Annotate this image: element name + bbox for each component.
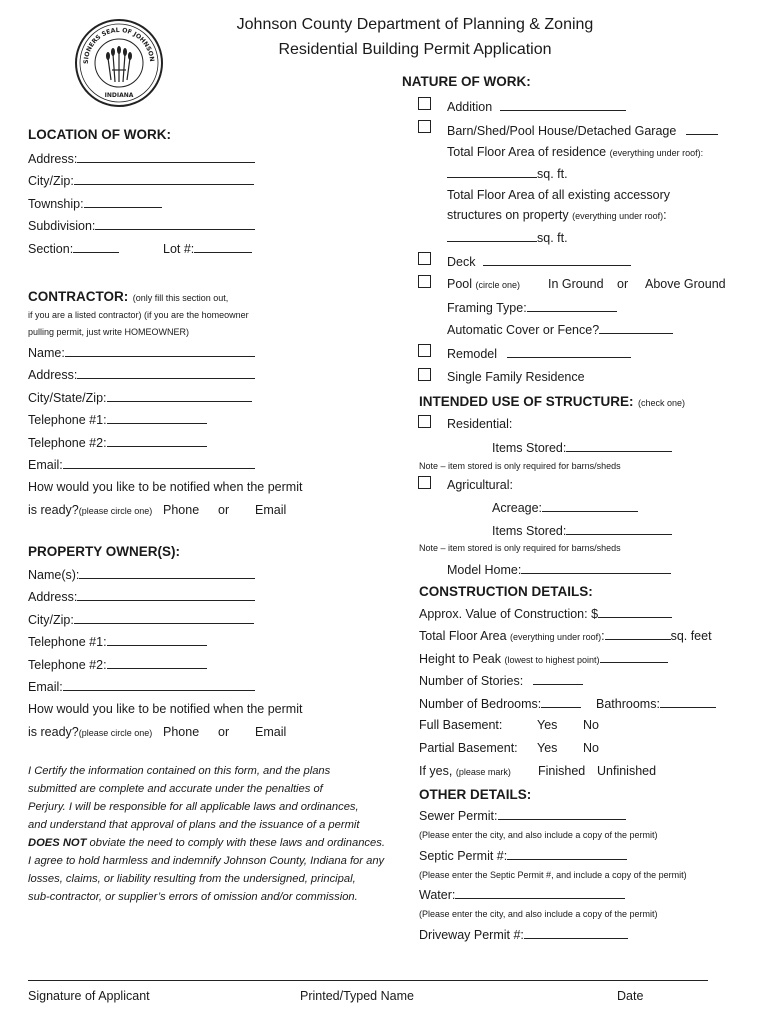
location-address-field[interactable] (28, 151, 255, 166)
location-section-label: Section: (28, 242, 74, 256)
construction-bathrooms-label: Bathrooms: (596, 697, 660, 711)
contractor-name-field[interactable] (28, 345, 255, 360)
driveway-field[interactable] (419, 927, 628, 942)
contractor-notify-question: How would you like to be notified when the permit (28, 480, 303, 494)
location-subdivision-field[interactable] (28, 218, 255, 233)
contractor-citystatezip-label: City/State/Zip: (28, 391, 107, 405)
certify-line-8: sub-contractor, or supplier’s errors of omission and/or commission. (28, 891, 358, 903)
basement-ifyes-label: If yes, (419, 764, 453, 778)
certify-does-not: DOES NOT (28, 837, 87, 849)
remodel-label: Remodel (447, 347, 498, 361)
construction-value-field[interactable] (419, 606, 672, 621)
pool-label: Pool (447, 277, 473, 291)
use-heading-note: (check one) (637, 398, 685, 408)
construction-tfa-colon: : (601, 629, 605, 643)
certify-line-2: submitted are complete and accurate under the penalties of (28, 783, 323, 795)
contractor-notify-or: or (218, 503, 230, 517)
contractor-heading-row (28, 288, 228, 306)
tfa-residence-field[interactable] (447, 166, 568, 181)
tfa-residence-label: Total Floor Area of residence (447, 145, 607, 159)
pool-in-ground[interactable]: In Ground (548, 277, 604, 291)
contractor-tel2-field[interactable] (28, 435, 207, 450)
signature-printed-label: Printed/Typed Name (300, 989, 414, 1003)
septic-note: (Please enter the Septic Permit #, and include a copy of the permit) (419, 870, 687, 880)
owner-names-label: Name(s): (28, 568, 80, 582)
signature-applicant-label: Signature of Applicant (28, 989, 150, 1003)
contractor-notify-ready: is ready? (28, 503, 79, 517)
location-address-label: Address: (28, 152, 78, 166)
owner-email-field[interactable] (28, 679, 255, 694)
tfa-residence-note: (everything under roof): (609, 148, 704, 158)
owner-notify-question: How would you like to be notified when the permit (28, 702, 303, 716)
location-lot-field[interactable] (163, 241, 252, 256)
partial-basement-no[interactable]: No (583, 741, 599, 755)
addition-label: Addition (447, 100, 493, 114)
partial-basement-label: Partial Basement: (419, 741, 518, 755)
water-field[interactable] (419, 887, 625, 902)
contractor-email-field[interactable] (28, 457, 255, 472)
sewer-note: (Please enter the city, and also include a copy of the permit) (419, 830, 658, 840)
seal-bottom-text: INDIANA (104, 92, 134, 99)
owner-address-label: Address: (28, 590, 78, 604)
agricultural-label: Agricultural: (447, 478, 513, 492)
tfa-accessory-row (447, 208, 667, 222)
owner-names-field[interactable] (28, 567, 255, 582)
barn-field[interactable] (447, 123, 718, 138)
contractor-address-label: Address: (28, 368, 78, 382)
full-basement-label: Full Basement: (419, 718, 503, 732)
residential-checkbox[interactable] (418, 415, 431, 428)
residential-items-field[interactable] (492, 440, 672, 455)
tfa-residence-row (447, 145, 703, 159)
pool-note: (circle one) (475, 280, 521, 290)
construction-height-note: (lowest to highest point) (504, 655, 600, 665)
construction-tfa-note: (everything under roof) (510, 632, 602, 642)
contractor-note-2: if you are a listed contractor) (if you are the homeowner (28, 310, 249, 320)
owner-cityzip-field[interactable] (28, 612, 254, 627)
contractor-tel1-field[interactable] (28, 412, 207, 427)
contractor-note-1: (only fill this section out, (132, 293, 229, 303)
sfr-checkbox[interactable] (418, 368, 431, 381)
owner-tel2-field[interactable] (28, 657, 207, 672)
document-title: Johnson County Department of Planning & Zoning (236, 16, 594, 33)
contractor-notify-phone[interactable]: Phone (163, 503, 200, 517)
cover-label: Automatic Cover or Fence? (447, 323, 600, 337)
cover-field[interactable] (447, 322, 673, 337)
use-heading-row (419, 393, 685, 411)
agricultural-items-note: Note – item stored is only required for barns/sheds (419, 543, 621, 553)
agricultural-checkbox[interactable] (418, 476, 431, 489)
signature-date-label: Date (617, 989, 644, 1003)
water-note: (Please enter the city, and also include a copy of the permit) (419, 909, 658, 919)
location-lot-label: Lot #: (163, 242, 195, 256)
septic-field[interactable] (419, 848, 627, 863)
addition-checkbox[interactable] (418, 97, 431, 110)
driveway-label: Driveway Permit #: (419, 928, 524, 942)
certify-line-4: and understand that approval of plans and the issuance of a permit (28, 819, 360, 831)
certify-line-3: Perjury. I will be responsible for all applicable laws and ordinances, (28, 801, 359, 813)
framing-field[interactable] (447, 300, 617, 315)
tfa-accessory-line-1: Total Floor Area of all existing accessory (447, 188, 671, 202)
owner-notify-ready: is ready? (28, 725, 79, 739)
owner-cityzip-label: City/Zip: (28, 613, 74, 627)
acreage-label: Acreage: (492, 501, 543, 515)
construction-stories-label: Number of Stories: (419, 674, 524, 688)
model-home-field[interactable] (447, 562, 671, 577)
location-subdivision-label: Subdivision: (28, 219, 96, 233)
contractor-tel2-label: Telephone #2: (28, 436, 107, 450)
certify-paragraph (28, 762, 385, 906)
construction-height-label: Height to Peak (419, 652, 501, 666)
contractor-tel1-label: Telephone #1: (28, 413, 107, 427)
barn-checkbox[interactable] (418, 120, 431, 133)
owner-notify-note: (please circle one) (78, 728, 153, 738)
residential-items-label: Items Stored: (492, 441, 567, 455)
sewer-label: Sewer Permit: (419, 809, 498, 823)
construction-tfa-label: Total Floor Area (419, 629, 507, 643)
nature-heading: NATURE OF WORK: (402, 74, 531, 89)
agricultural-items-field[interactable] (492, 523, 672, 538)
water-label: Water: (419, 888, 456, 902)
acreage-field[interactable] (492, 500, 638, 515)
contractor-notify-note: (please circle one) (78, 506, 153, 516)
construction-stories-field[interactable] (419, 673, 583, 688)
construction-bedrooms-label: Number of Bedrooms: (419, 697, 542, 711)
residential-label: Residential: (447, 417, 513, 431)
construction-height-field[interactable] (419, 651, 668, 666)
sewer-field[interactable] (419, 808, 626, 823)
residential-items-note: Note – item stored is only required for barns/sheds (419, 461, 621, 471)
certify-line-5 (28, 834, 385, 852)
addition-field[interactable] (447, 99, 626, 114)
contractor-email-label: Email: (28, 458, 63, 472)
contractor-heading: CONTRACTOR: (28, 289, 129, 304)
location-section-field[interactable] (28, 241, 119, 256)
remodel-checkbox[interactable] (418, 344, 431, 357)
tfa-accessory-note: (everything under roof) (572, 211, 664, 221)
contractor-citystatezip-field[interactable] (28, 390, 252, 405)
basement-unfinished[interactable]: Unfinished (597, 764, 657, 778)
use-heading: INTENDED USE OF STRUCTURE: (419, 394, 634, 409)
county-seal (74, 18, 164, 108)
deck-field[interactable] (447, 254, 631, 269)
owner-tel1-label: Telephone #1: (28, 635, 107, 649)
pool-or: or (617, 277, 629, 291)
pool-checkbox[interactable] (418, 275, 431, 288)
owner-heading: PROPERTY OWNER(S): (28, 544, 181, 559)
contractor-notify-row (28, 503, 152, 517)
owner-notify-email[interactable]: Email (255, 725, 287, 739)
pool-row (447, 277, 520, 291)
construction-value-label: Approx. Value of Construction: $ (419, 607, 599, 621)
full-basement-yes[interactable]: Yes (537, 718, 558, 732)
tfa-accessory-line-2: structures on property (447, 208, 569, 222)
location-township-label: Township: (28, 197, 84, 211)
certify-line-5-rest: obviate the need to comply with these laws and ordinances. (86, 837, 385, 849)
location-heading: LOCATION OF WORK: (28, 127, 171, 142)
construction-tfa-unit: sq. feet (670, 629, 712, 643)
location-cityzip-field[interactable] (28, 173, 254, 188)
partial-basement-yes[interactable]: Yes (537, 741, 558, 755)
owner-notify-or: or (218, 725, 230, 739)
seal-text: SIONERS SEAL OF JOHNSON (82, 26, 156, 65)
model-home-label: Model Home: (447, 563, 522, 577)
remodel-field[interactable] (447, 346, 631, 361)
document-subtitle: Residential Building Permit Application (278, 41, 552, 58)
certify-line-1: I Certify the information contained on this form, and the plans (28, 765, 331, 777)
tfa-accessory-colon: : (663, 208, 667, 222)
contractor-note-3: pulling permit, just write HOMEOWNER) (28, 327, 190, 337)
certify-line-6: I agree to hold harmless and indemnify Johnson County, Indiana for any (28, 855, 385, 867)
location-township-field[interactable] (28, 196, 162, 211)
tfa-residence-sqft: sq. ft. (537, 167, 568, 181)
framing-label: Framing Type: (447, 301, 527, 315)
tfa-accessory-sqft: sq. ft. (537, 231, 568, 245)
owner-tel1-field[interactable] (28, 634, 207, 649)
agricultural-items-label: Items Stored: (492, 524, 567, 538)
sfr-label: Single Family Residence (447, 370, 585, 384)
tfa-accessory-field[interactable] (447, 230, 568, 245)
construction-bedrooms-field[interactable] (419, 696, 581, 711)
owner-notify-phone[interactable]: Phone (163, 725, 200, 739)
contractor-address-field[interactable] (28, 367, 255, 382)
barn-label: Barn/Shed/Pool House/Detached Garage (447, 124, 677, 138)
contractor-notify-email[interactable]: Email (255, 503, 287, 517)
owner-notify-row (28, 725, 152, 739)
basement-ifyes-note: (please mark) (455, 767, 511, 777)
owner-address-field[interactable] (28, 589, 255, 604)
location-cityzip-label: City/Zip: (28, 174, 74, 188)
other-heading: OTHER DETAILS: (419, 787, 532, 802)
pool-above-ground[interactable]: Above Ground (645, 277, 726, 291)
owner-tel2-label: Telephone #2: (28, 658, 107, 672)
construction-tfa-field[interactable] (419, 628, 712, 643)
deck-checkbox[interactable] (418, 252, 431, 265)
basement-ifyes-row (419, 764, 511, 778)
owner-email-label: Email: (28, 680, 63, 694)
signature-line[interactable] (28, 980, 708, 981)
deck-label: Deck (447, 255, 476, 269)
construction-bathrooms-field[interactable] (596, 696, 716, 711)
septic-label: Septic Permit #: (419, 849, 508, 863)
certify-line-7: losses, claims, or liability resulting from the undersigned, principal, (28, 873, 356, 885)
full-basement-no[interactable]: No (583, 718, 599, 732)
svg-text:COMMISSIONERS SEAL OF JOHNSON (74, 18, 155, 64)
construction-heading: CONSTRUCTION DETAILS: (419, 584, 593, 599)
contractor-name-label: Name: (28, 346, 65, 360)
basement-finished[interactable]: Finished (538, 764, 586, 778)
